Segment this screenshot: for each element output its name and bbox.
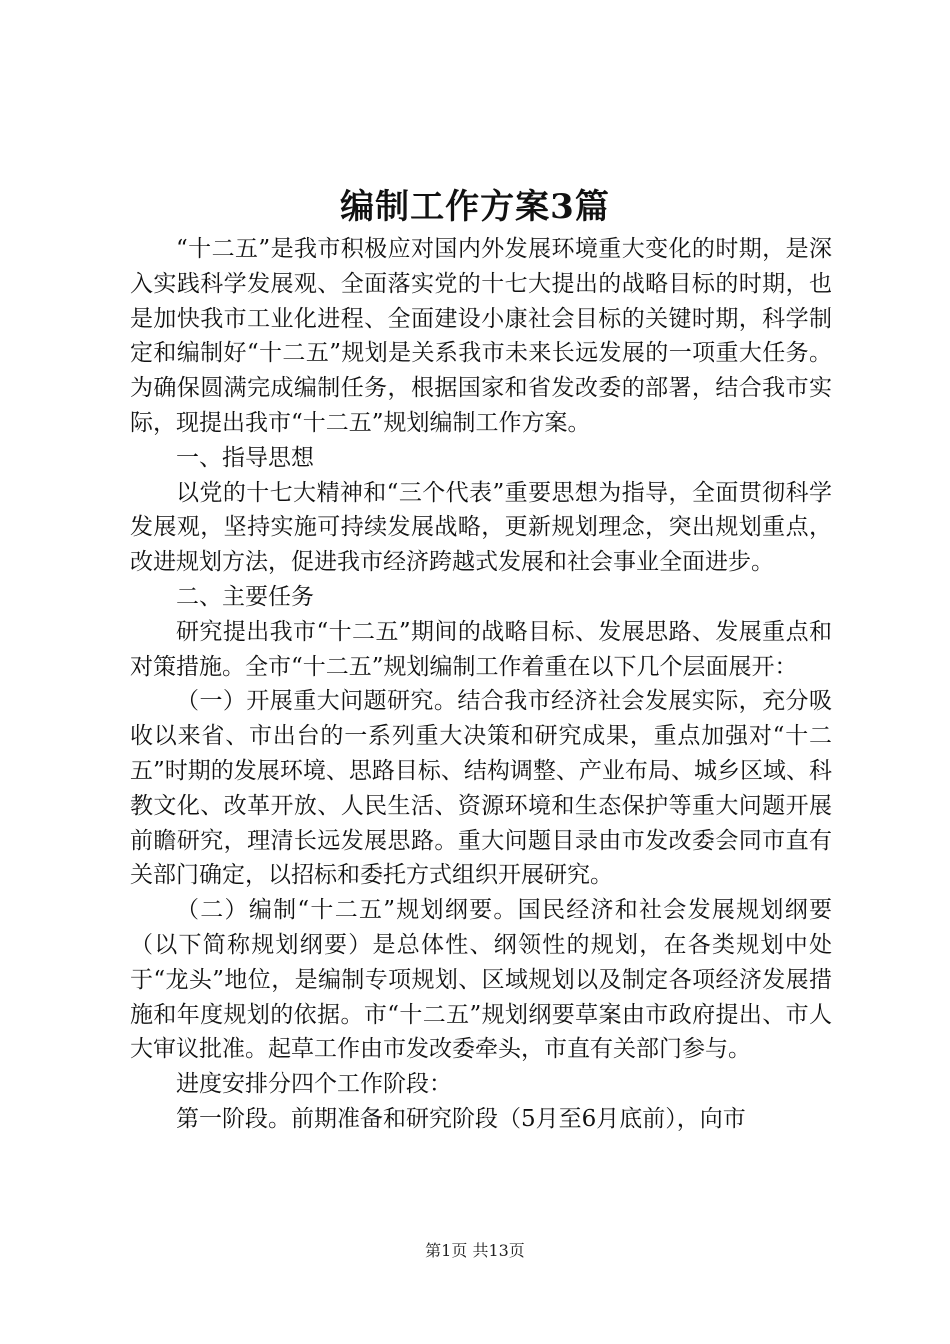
document-body [130, 232, 832, 1137]
paragraph-main-tasks: 研究提出我市“十二五”期间的战略目标、发展思路、发展重点和对策措施。全市“十二五”规划编制工作着重在以下几个层面展开： [130, 618, 832, 680]
document-title: 编制工作方案3篇 [340, 187, 610, 227]
paragraph-stage-one: 第一阶段。前期准备和研究阶段（5月至6月底前），向市 [176, 1105, 746, 1132]
paragraph-task-two: （二）编制“十二五”规划纲要。国民经济和社会发展规划纲要（以下简称规划纲要）是总体性、纲领性的规划，在各类规划中处于“龙头”地位，是编制专项规划、区域规划以及制定各项经济发展措施和年度规划的依据。市“十二五”规划纲要草案由市政府提出、市人大审议批准。起草工作由市发改委牵头，市直有关部门参与。 [130, 897, 832, 1063]
paragraph-intro: “十二五”是我市积极应对国内外发展环境重大变化的时期，是深入实践科学发展观、全面落实党的十七大提出的战略目标的时期，也是加快我市工业化进程、全面建设小康社会目标的关键时期，科学制定和编制好“十二五”规划是关系我市未来长远发展的一项重大任务。为确保圆满完成编制任务，根据国家和省发改委的部署，结合我市实际，现提出我市“十二五”规划编制工作方案。 [130, 236, 832, 436]
paragraph-schedule: 进度安排分四个工作阶段： [176, 1071, 452, 1098]
paragraph-guiding-ideology: 以党的十七大精神和“三个代表”重要思想为指导，全面贯彻科学发展观，坚持实施可持续发展战略，更新规划理念，突出规划重点，改进规划方法，促进我市经济跨越式发展和社会事业全面进步。 [130, 479, 832, 576]
heading-guiding-ideology: 一、指导思想 [176, 444, 314, 471]
page-footer: 第1页 共13页 [425, 1241, 525, 1260]
heading-main-tasks: 二、主要任务 [176, 583, 314, 610]
paragraph-task-one: （一）开展重大问题研究。结合我市经济社会发展实际，充分吸收以来省、市出台的一系列重大决策和研究成果，重点加强对“十二五”时期的发展环境、思路目标、结构调整、产业布局、城乡区域、科教文化、改革开放、人民生活、资源环境和生态保护等重大问题开展前瞻研究，理清长远发展思路。重大问题目录由市发改委会同市直有关部门确定，以招标和委托方式组织开展研究。 [130, 688, 832, 889]
